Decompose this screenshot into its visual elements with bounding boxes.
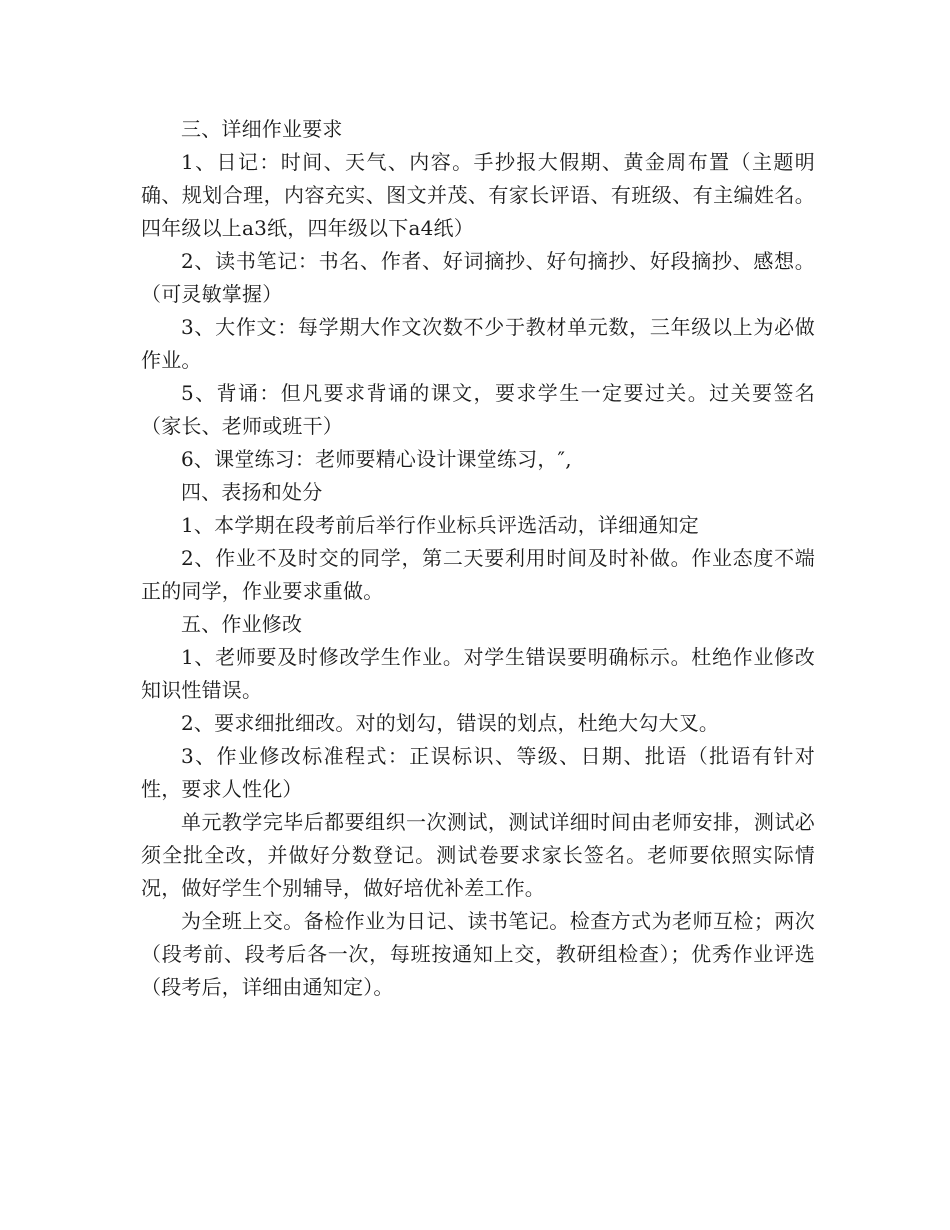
document-page [141,113,815,1004]
section-heading-3: 三、详细作业要求 [181,117,343,141]
section-heading-5: 五、作业修改 [181,612,303,636]
paragraph-diary: 1、日记：时间、天气、内容。手抄报大假期、黄金周布置（主题明确、规划合理，内容充实、图文并茂、有家长评语、有班级、有主编姓名。四年级以上a3纸，四年级以下a4纸） [141,150,815,240]
paragraph-marking-standard: 3、作业修改标准程式：正误标识、等级、日期、批语（批语有针对性，要求人性化） [141,744,815,801]
paragraph-detailed-marking: 2、要求细批细改。对的划勾，错误的划点，杜绝大勾大叉。 [181,711,720,735]
paragraph-timely-correction: 1、老师要及时修改学生作业。对学生错误要明确标示。杜绝作业修改知识性错误。 [141,645,815,702]
paragraph-reading-notes: 2、读书笔记：书名、作者、好词摘抄、好句摘抄、好段摘抄、感想。（可灵敏掌握） [141,249,815,306]
paragraph-inspection: 为全班上交。备检作业为日记、读书笔记。检查方式为老师互检；两次（段考前、段考后各一次，每班按通知上交，教研组检查）；优秀作业评选（段考后，详细由通知定）。 [141,909,815,999]
paragraph-award-activity: 1、本学期在段考前后举行作业标兵评选活动，详细通知定 [181,513,699,537]
paragraph-recitation: 5、背诵：但凡要求背诵的课文，要求学生一定要过关。过关要签名（家长、老师或班干） [141,381,815,438]
section-heading-4: 四、表扬和处分 [181,480,323,504]
paragraph-late-homework: 2、作业不及时交的同学，第二天要利用时间及时补做。作业态度不端正的同学，作业要求重做。 [141,546,815,603]
paragraph-composition: 3、大作文：每学期大作文次数不少于教材单元数，三年级以上为必做作业。 [141,315,815,372]
paragraph-classroom-exercise: 6、课堂练习：老师要精心设计课堂练习，″, [181,447,572,471]
paragraph-unit-test: 单元教学完毕后都要组织一次测试，测试详细时间由老师安排，测试必须全批全改，并做好分数登记。测试卷要求家长签名。老师要依照实际情况，做好学生个别辅导，做好培优补差工作。 [141,810,815,900]
